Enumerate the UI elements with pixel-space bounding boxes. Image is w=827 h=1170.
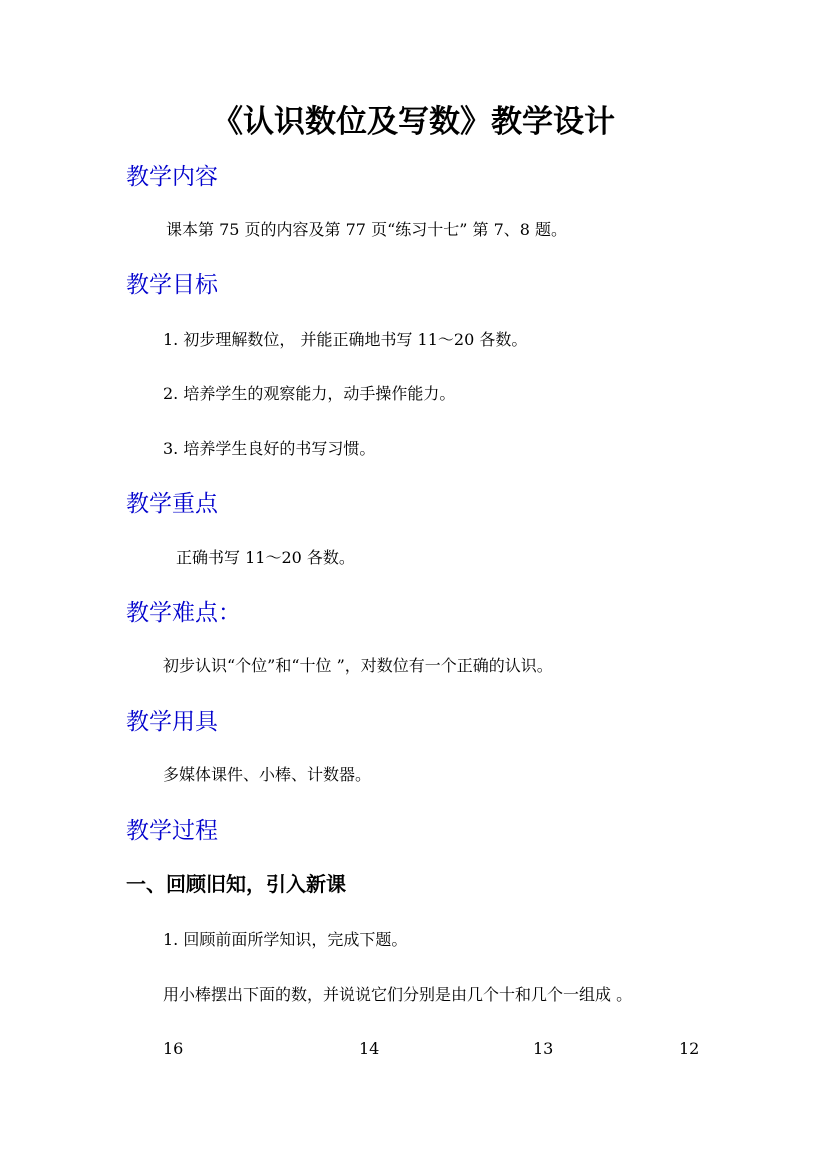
section-heading-tools: 教学用具 xyxy=(126,709,218,735)
section-heading-key-points: 教学重点 xyxy=(126,491,218,517)
section-heading-difficulties: 教学难点： xyxy=(126,600,241,626)
difficulty-paragraph: 初步认识“个位”和“十位 ”，对数位有一个正确的认识。 xyxy=(163,656,553,675)
objective-item-1: 1. 初步理解数位， 并能正确地书写 11～20 各数。 xyxy=(163,330,528,349)
process-paragraph-1: 1. 回顾前面所学知识，完成下题。 xyxy=(163,930,408,949)
objective-item-2: 2. 培养学生的观察能力，动手操作能力。 xyxy=(163,384,456,403)
section-heading-objectives: 教学目标 xyxy=(126,272,218,298)
process-subheading: 一、回顾旧知，引入新课 xyxy=(126,872,346,896)
process-paragraph-2: 用小棒摆出下面的数，并说说它们分别是由几个十和几个一组成 。 xyxy=(163,985,633,1004)
number-12: 12 xyxy=(679,1039,700,1058)
tools-paragraph: 多媒体课件、小棒、计数器。 xyxy=(163,765,372,784)
number-16: 16 xyxy=(163,1039,184,1058)
content-paragraph: 课本第 75 页的内容及第 77 页“练习十七” 第 7、8 题。 xyxy=(166,220,568,239)
number-14: 14 xyxy=(359,1039,380,1058)
number-13: 13 xyxy=(533,1039,554,1058)
document-title: 《认识数位及写数》教学设计 xyxy=(212,104,615,140)
objective-item-3: 3. 培养学生良好的书写习惯。 xyxy=(163,439,376,458)
section-heading-process: 教学过程 xyxy=(126,818,218,844)
section-heading-content: 教学内容 xyxy=(126,164,218,190)
key-point-paragraph: 正确书写 11～20 各数。 xyxy=(176,548,355,567)
